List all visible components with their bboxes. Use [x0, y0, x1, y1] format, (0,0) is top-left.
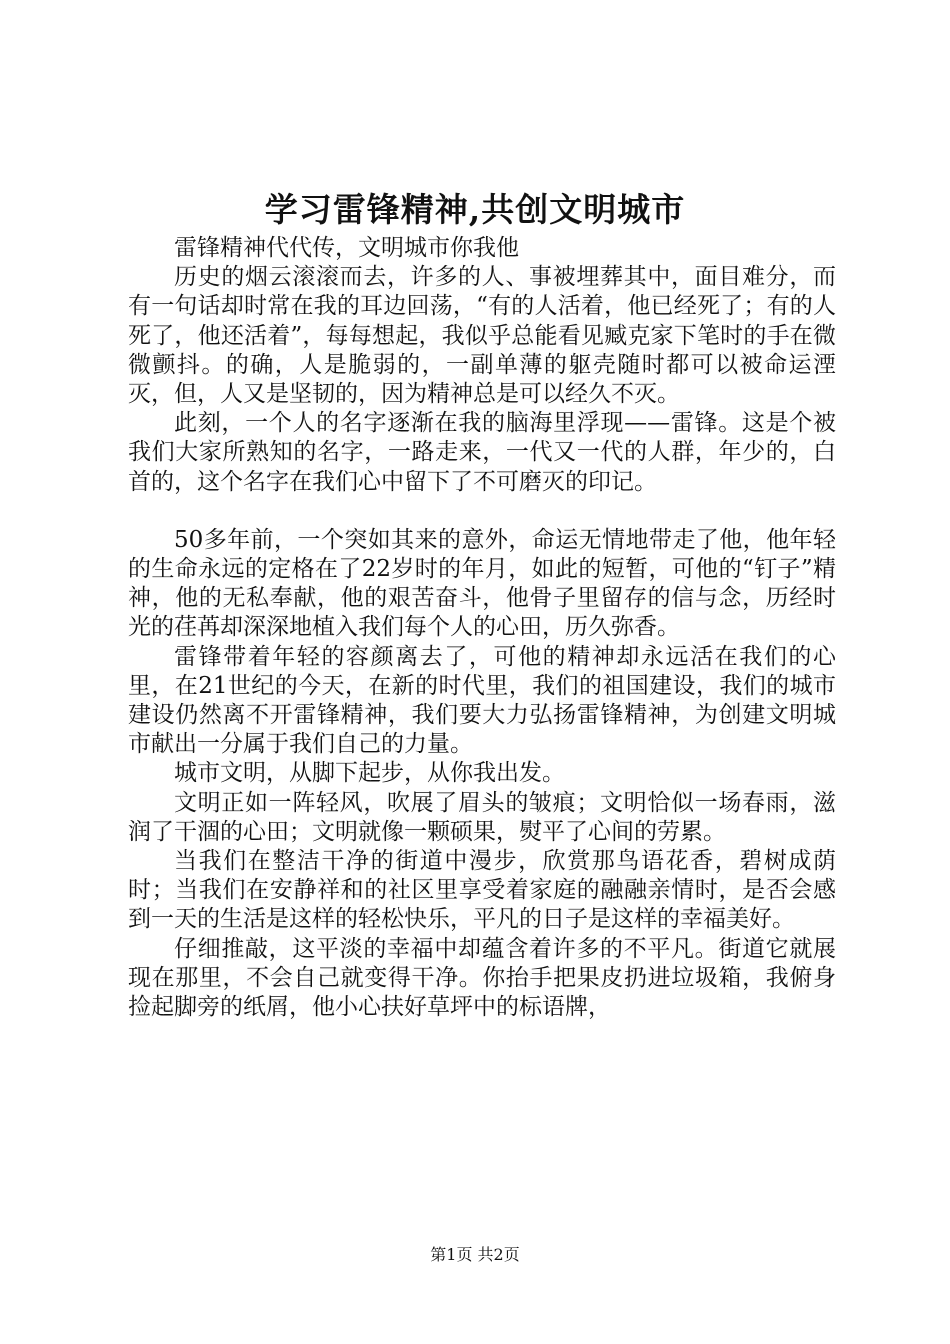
paragraph: 仔细推敲，这平淡的幸福中却蕴含着许多的不平凡。街道它就展现在那里，不会自己就变得干净。你抬手把果皮扔进垃圾箱，我俯身捡起脚旁的纸屑，他小心扶好草坪中的标语牌，: [128, 935, 836, 1021]
paragraph: 城市文明，从脚下起步，从你我出发。: [174, 760, 565, 787]
page-number-footer: 第1页 共2页: [430, 1245, 520, 1264]
paragraph: 文明正如一阵轻风，吹展了眉头的皱痕；文明恰似一场春雨，滋润了干涸的心田；文明就像一颗硕果，熨平了心间的劳累。: [128, 789, 836, 845]
paragraph: 当我们在整洁干净的街道中漫步，欣赏那鸟语花香，碧树成荫时；当我们在安静祥和的社区里享受着家庭的融融亲情时，是否会感到一天的生活是这样的轻松快乐，平凡的日子是这样的幸福美好。: [128, 848, 836, 933]
paragraph: 50多年前，一个突如其来的意外，命运无情地带走了他，他年轻的生命永远的定格在了22岁时的年月，如此的短暂，可他的“钉子”精神，他的无私奉献，他的艰苦奋斗，他骨子里留存的信与念，历经时光的荏苒却深深地植入我们每个人的心田，历久弥香。: [128, 526, 836, 641]
paragraph: 雷锋带着年轻的容颜离去了，可他的精神却永远活在我们的心里，在21世纪的今天，在新的时代里，我们的祖国建设，我们的城市建设仍然离不开雷锋精神，我们要大力弘扬雷锋精神，为创建文明城市献出一分属于我们自己的力量。: [128, 643, 836, 758]
document-title: 学习雷锋精神,共创文明城市: [264, 190, 686, 229]
paragraph: 历史的烟云滚滚而去，许多的人、事被埋葬其中，面目难分，而有一句话却时常在我的耳边回荡，“有的人活着，他已经死了；有的人死了，他还活着”，每每想起，我似乎总能看见臧克家下笔时的手在微微颤抖。的确，人是脆弱的，一副单薄的躯壳随时都可以被命运湮灭，但，人又是坚韧的，因为精神总是可以经久不灭。: [128, 264, 836, 408]
paragraph: 此刻，一个人的名字逐渐在我的脑海里浮现——雷锋。这是个被我们大家所熟知的名字，一路走来，一代又一代的人群，年少的，白首的，这个名字在我们心中留下了不可磨灭的印记。: [128, 410, 836, 495]
document-body: [128, 234, 836, 1022]
paragraph-subtitle: 雷锋精神代代传，文明城市你我他: [174, 235, 519, 261]
